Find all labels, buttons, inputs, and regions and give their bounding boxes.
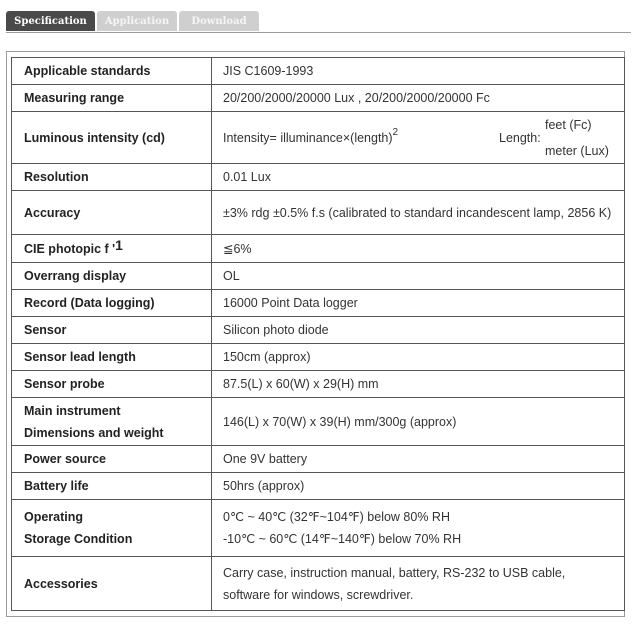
- table-row: [12, 58, 625, 85]
- spec-label: Main instrument Dimensions and weight: [12, 398, 212, 446]
- spec-label: Operating Storage Condition: [12, 500, 212, 557]
- formula-exponent: 2: [392, 126, 399, 138]
- spec-value: ±3% rdg ±0.5% f.s (calibrated to standard incandescent lamp, 2856 K): [212, 191, 625, 235]
- spec-value: 87.5(L) x 60(W) x 29(H) mm: [212, 371, 625, 398]
- spec-value: 0.01 Lux: [212, 164, 625, 191]
- spec-label: Applicable standards: [12, 58, 212, 85]
- spec-label: Record (Data logging): [12, 290, 212, 317]
- table-row: [12, 112, 625, 164]
- table-row: [12, 263, 625, 290]
- spec-label: CIE photopic f '1: [12, 235, 212, 263]
- table-row: [12, 317, 625, 344]
- spec-value: One 9V battery: [212, 446, 625, 473]
- intensity-formula: Intensity= illuminance×(length)$^2$: [223, 126, 399, 145]
- spec-value: 16000 Point Data logger: [212, 290, 625, 317]
- tab-specification[interactable]: Specification: [6, 11, 95, 31]
- table-row: [12, 344, 625, 371]
- spec-label: Measuring range: [12, 85, 212, 112]
- spec-value: 150cm (approx): [212, 344, 625, 371]
- spec-value: Silicon photo diode: [212, 317, 625, 344]
- spec-value: 146(L) x 70(W) x 39(H) mm/300g (approx): [212, 398, 625, 446]
- table-row: [12, 398, 625, 446]
- length-unit-feet: feet (Fc): [545, 117, 592, 132]
- spec-value: ≦6%: [212, 235, 625, 263]
- spec-label: Sensor probe: [12, 371, 212, 398]
- table-row: [12, 500, 625, 557]
- spec-label: Luminous intensity (cd): [12, 112, 212, 164]
- table-row: [12, 85, 625, 112]
- length-label: Length:: [499, 130, 541, 145]
- spec-label: Accuracy: [12, 191, 212, 235]
- spec-value: 0℃ ~ 40℃ (32℉~104℉) below 80% RH -10℃ ~ 60℃ (14℉~140℉) below 70% RH: [212, 500, 625, 557]
- table-row: [12, 290, 625, 317]
- table-row: [12, 191, 625, 235]
- tab-bar: [6, 11, 631, 33]
- spec-label: Power source: [12, 446, 212, 473]
- tab-download[interactable]: Download: [179, 11, 259, 31]
- spec-label: Sensor lead length: [12, 344, 212, 371]
- spec-value: 20/200/2000/20000 Lux , 20/200/2000/20000 Fc: [212, 85, 625, 112]
- spec-label: Sensor: [12, 317, 212, 344]
- table-row: [12, 371, 625, 398]
- table-row: [12, 557, 625, 611]
- table-row: [12, 473, 625, 500]
- length-unit-meter: meter (Lux): [545, 143, 609, 158]
- spec-value: JIS C1609-1993: [212, 58, 625, 85]
- spec-value: Carry case, instruction manual, battery, RS-232 to USB cable, software for windows, screwdriver.: [212, 557, 625, 611]
- table-row: [12, 164, 625, 191]
- spec-label: Accessories: [12, 557, 212, 611]
- table-row: [12, 235, 625, 263]
- tab-application[interactable]: Application: [97, 11, 177, 31]
- spec-label: Battery life: [12, 473, 212, 500]
- spec-value: [212, 112, 625, 164]
- spec-label: Overrang display: [12, 263, 212, 290]
- spec-value: 50hrs (approx): [212, 473, 625, 500]
- table-row: [12, 446, 625, 473]
- cie-superscript: 1: [115, 236, 123, 253]
- spec-label: Resolution: [12, 164, 212, 191]
- specification-table: [11, 57, 625, 611]
- spec-value: OL: [212, 263, 625, 290]
